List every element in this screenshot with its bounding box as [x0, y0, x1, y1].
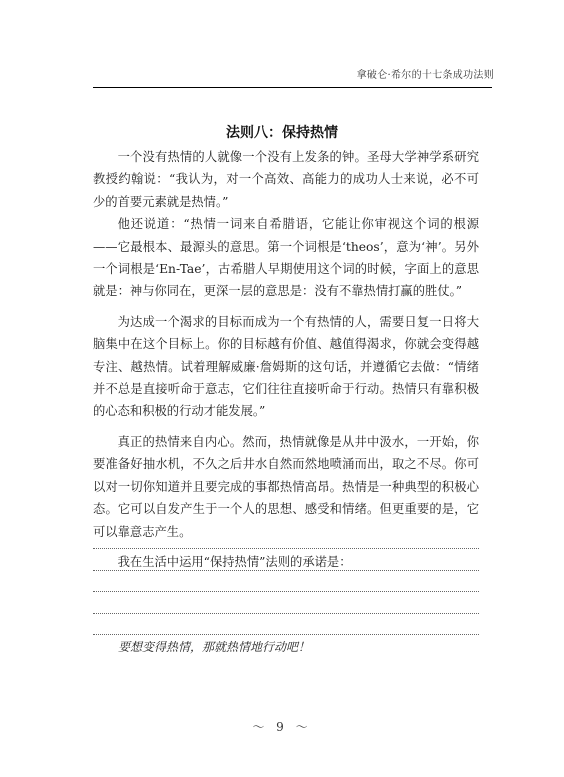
dotted-writing-line[interactable]	[93, 613, 479, 635]
paragraph: 真正的热情来自内心。然而，热情就像是从井中汲水，一开始，你要准备好抽水机，不久之后井水自然而然地喷涌而出，取之不尽。你可以对一切你知道并且要完成的事都热情高昂。热情是一种典型的积极心态。它可以自发产生于一个人的思想、感受和情绪。但更重要的是，它可以靠意志产生。	[93, 434, 479, 539]
commitment-prompt: 我在生活中运用“保持热情”法则的承诺是：	[117, 554, 352, 569]
body-text	[93, 146, 479, 573]
dotted-writing-line[interactable]	[93, 591, 479, 613]
closing-line: 要想变得热情，那就热情地行动吧！	[118, 640, 311, 654]
running-header: 拿破仑·希尔的十七条成功法则	[356, 70, 494, 81]
header-rule	[93, 87, 492, 88]
dotted-writing-line[interactable]	[93, 548, 479, 570]
page-number: ～ 9 ～	[252, 720, 312, 734]
section-title: 法则八：保持热情	[226, 125, 338, 141]
dotted-writing-line[interactable]	[93, 570, 479, 592]
paragraph: 他还说道：“热情一词来自希腊语，它能让你审视这个词的根源——它最根本、最源头的意思。第一个词根是‘theos’，意为‘神’。另外一个词根是‘En-Tae’，古希腊人早期使用这个词的时候，字面上的意思就是：神与你同在，更深一层的意思是：没有不靠热情打赢的胜仗。”	[93, 217, 479, 299]
paragraph: 为达成一个渴求的目标而成为一个有热情的人，需要日复一日将大脑集中在这个目标上。你的目标越有价值、越值得渴求，你就会变得越专注、越热情。试着理解威廉·詹姆斯的这句话，并遵循它去做：“情绪并不总是直接听命于意志，它们往往直接听命于行动。热情只有靠积极的心态和积极的行动才能发展。”	[93, 314, 479, 419]
paragraph: 一个没有热情的人就像一个没有上发条的钟。圣母大学神学系研究教授约翰说：“我认为，对一个高效、高能力的成功人士来说，必不可少的首要元素就是热情。”	[93, 150, 479, 209]
